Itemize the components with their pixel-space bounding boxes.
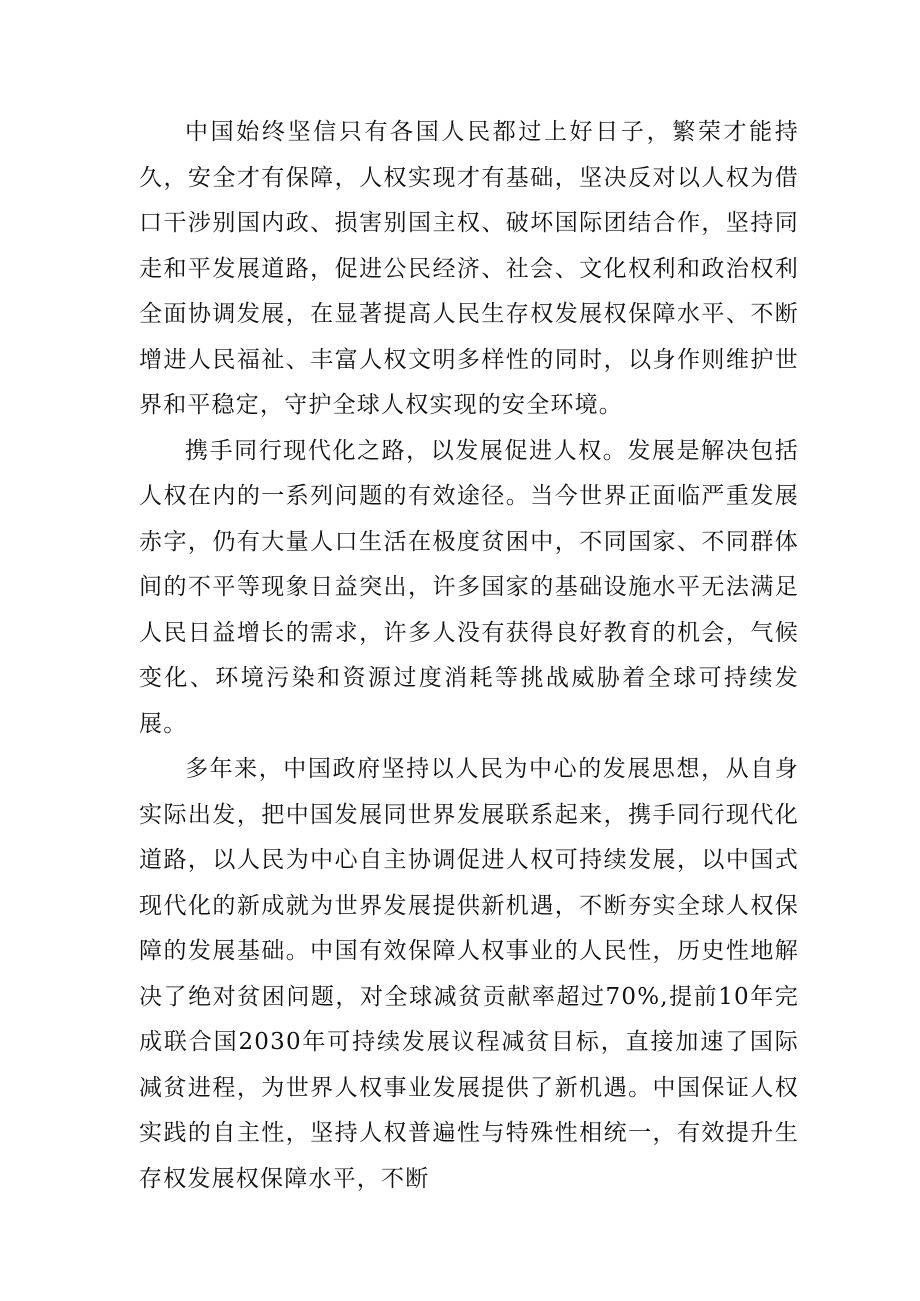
document-body	[139, 110, 799, 1202]
paragraph-3: 多年来，中国政府坚持以人民为中心的发展思想，从自身实际出发，把中国发展同世界发展联系起来，携手同行现代化道路，以人民为中心自主协调促进人权可持续发展，以中国式现代化的新成就为世界发展提供新机遇，不断夯实全球人权保障的发展基础。中国有效保障人权事业的人民性，历史性地解决了绝对贫困问题，对全球减贫贡献率超过70%,提前10年完成联合国2030年可持续发展议程减贫目标，直接加速了国际减贫进程，为世界人权事业发展提供了新机遇。中国保证人权实践的自主性，坚持人权普遍性与特殊性相统一，有效提升生存权发展权保障水平，不断	[139, 756, 799, 1192]
paragraph-1: 中国始终坚信只有各国人民都过上好日子，繁荣才能持久，安全才有保障，人权实现才有基础，坚决反对以人权为借口干涉别国内政、损害别国主权、破坏国际团结合作，坚持同走和平发展道路，促进公民经济、社会、文化权利和政治权利全面协调发展，在显著提高人民生存权发展权保障水平、不断增进人民福祉、丰富人权文明多样性的同时，以身作则维护世界和平稳定，守护全球人权实现的安全环境。	[139, 119, 799, 418]
paragraph-2: 携手同行现代化之路，以发展促进人权。发展是解决包括人权在内的一系列问题的有效途径。当今世界正面临严重发展赤字，仍有大量人口生活在极度贫困中，不同国家、不同群体间的不平等现象日益突出，许多国家的基础设施水平无法满足人民日益增长的需求，许多人没有获得良好教育的机会，气候变化、环境污染和资源过度消耗等挑战威胁着全球可持续发展。	[139, 437, 799, 737]
